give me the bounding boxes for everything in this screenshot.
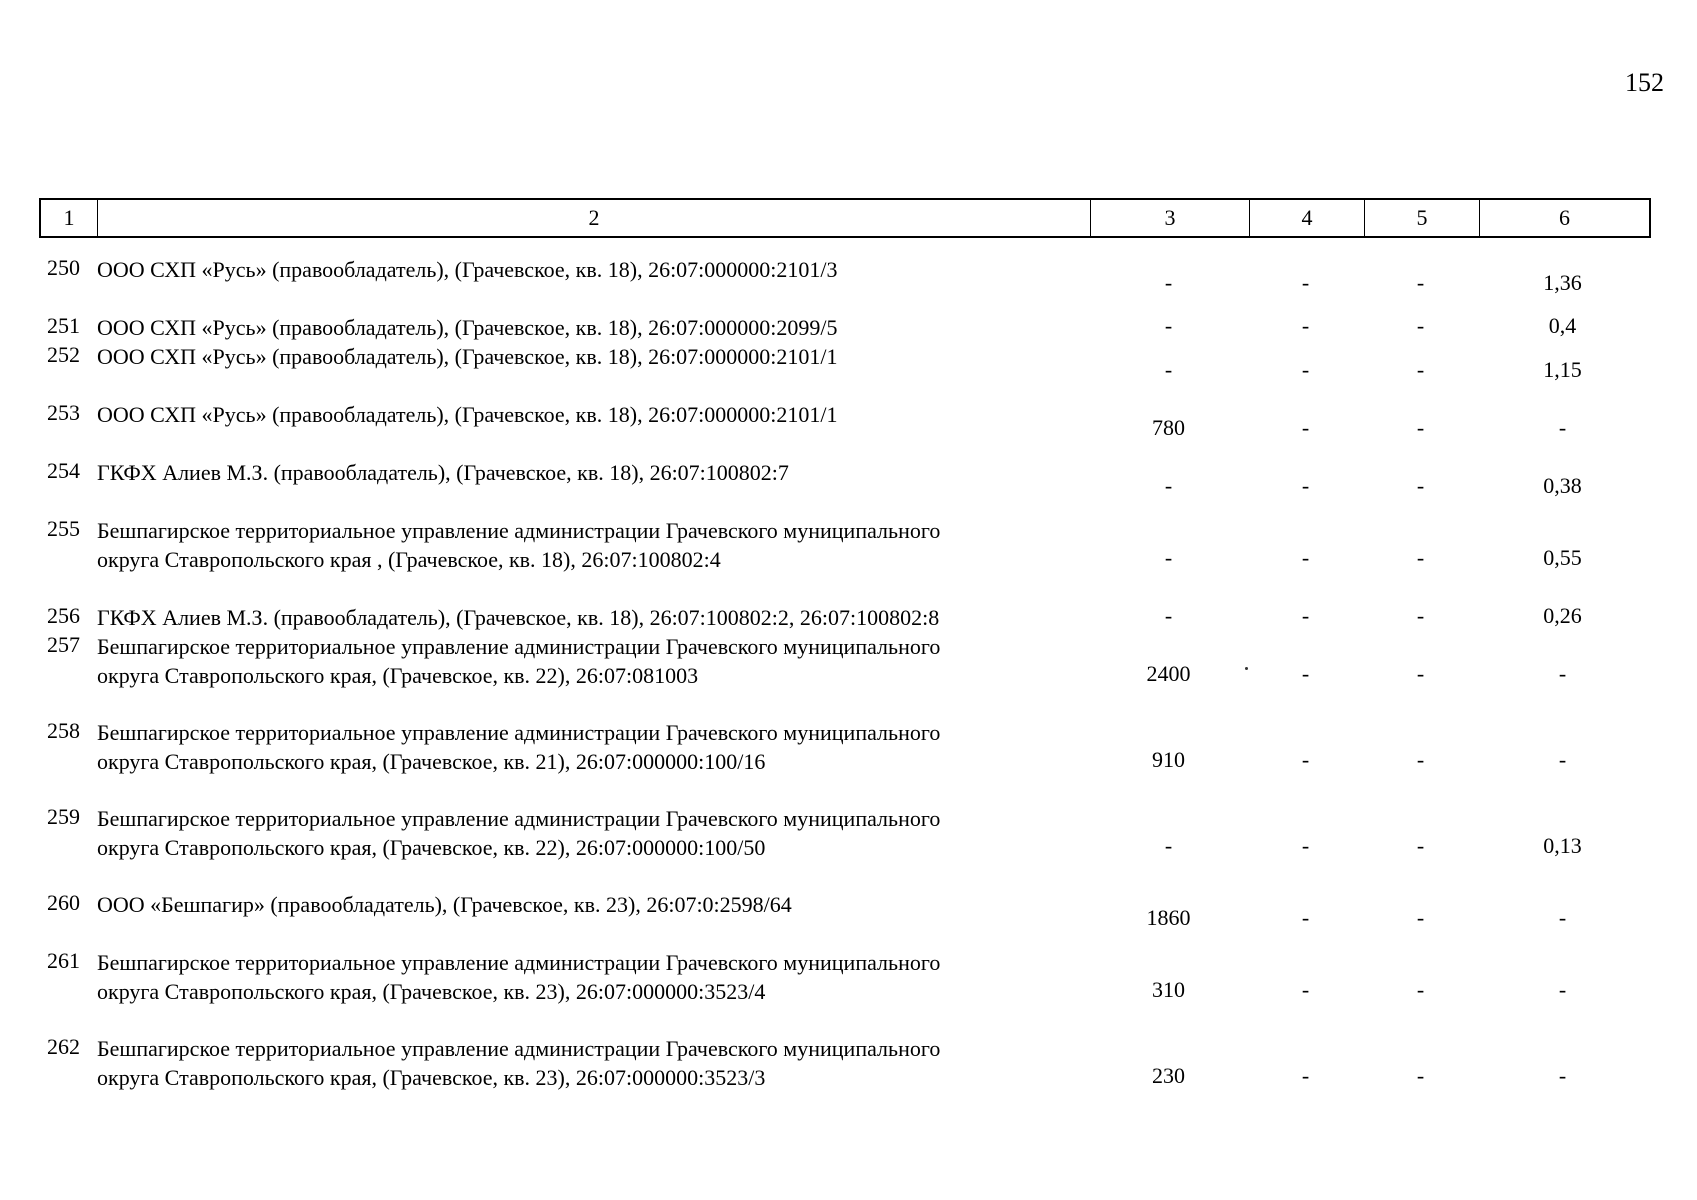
row-description: ООО «Бешпагир» (правообладатель), (Грачевское, кв. 23), 26:07:0:2598/64 [97,892,792,917]
row-col-4: - [1301,473,1310,498]
row-number: 257 [47,632,80,657]
row-col-5: - [1416,473,1425,498]
row-col-4: - [1301,603,1310,628]
row-col-5: - [1416,415,1425,440]
row-col-4: - [1301,545,1310,570]
row-description-line-2: округа Ставропольского края , (Грачевское, кв. 18), 26:07:100802:4 [97,547,721,572]
row-col-3: - [1164,473,1173,498]
row-description-line-2: округа Ставропольского края, (Грачевское, кв. 23), 26:07:000000:3523/4 [97,979,766,1004]
row-col-5: - [1416,977,1425,1002]
row-number: 255 [47,516,80,541]
row-col-5: - [1416,270,1425,295]
row-col-6: 0,4 [1548,313,1577,338]
header-col-1: 1 [41,200,98,236]
row-description: ГКФХ Алиев М.З. (правообладатель), (Грачевское, кв. 18), 26:07:100802:2, 26:07:100802:8 [97,605,940,630]
header-col-5: 5 [1365,200,1480,236]
row-description-line-2: округа Ставропольского края, (Грачевское, кв. 21), 26:07:000000:100/16 [97,749,766,774]
row-col-6: - [1558,905,1567,930]
row-description: ООО СХП «Русь» (правообладатель), (Грачевское, кв. 18), 26:07:000000:2099/5 [97,315,838,340]
row-col-4: - [1301,1063,1310,1088]
row-description [97,948,1077,1006]
row-description-line-2: округа Ставропольского края, (Грачевское, кв. 22), 26:07:081003 [97,663,699,688]
row-col-6: 0,55 [1543,545,1582,570]
row-col-4: - [1301,747,1310,772]
row-description: ГКФХ Алиев М.З. (правообладатель), (Грачевское, кв. 18), 26:07:100802:7 [97,460,789,485]
row-number: 254 [47,458,80,483]
header-col-2: 2 [98,200,1091,236]
row-col-3: 230 [1152,1063,1185,1088]
row-number: 252 [47,342,80,367]
row-col-3: - [1164,270,1173,295]
row-col-5: - [1416,661,1425,686]
row-col-5: - [1416,603,1425,628]
row-number: 256 [47,603,80,628]
row-col-5: - [1416,905,1425,930]
row-number: 259 [47,804,80,829]
row-col-3: 2400 [1146,661,1191,686]
row-col-6: 1,36 [1543,270,1582,295]
row-col-3: 310 [1152,977,1185,1002]
row-number: 262 [47,1034,80,1059]
row-col-3: - [1164,833,1173,858]
row-number: 250 [47,255,80,280]
row-col-3: 780 [1152,415,1185,440]
row-number: 260 [47,890,80,915]
row-col-3: - [1164,313,1173,338]
row-col-4: - [1301,661,1310,686]
row-col-6: 0,13 [1543,833,1582,858]
row-col-6: - [1558,1063,1567,1088]
row-col-6: 1,15 [1543,357,1582,382]
row-number: 253 [47,400,80,425]
row-description-line-2: округа Ставропольского края, (Грачевское, кв. 23), 26:07:000000:3523/3 [97,1065,766,1090]
row-number: 258 [47,718,80,743]
row-description-line-1: Бешпагирское территориальное управление администрации Грачевского муниципального [97,720,941,745]
row-description [97,718,1077,776]
row-description: ООО СХП «Русь» (правообладатель), (Грачевское, кв. 18), 26:07:000000:2101/1 [97,344,838,369]
row-description-line-1: Бешпагирское территориальное управление администрации Грачевского муниципального [97,634,941,659]
row-description [97,804,1077,862]
page-number: 152 [1625,68,1664,97]
row-col-5: - [1416,545,1425,570]
table-header [39,198,1651,238]
row-col-6: - [1558,977,1567,1002]
row-description-line-1: Бешпагирское территориальное управление администрации Грачевского муниципального [97,518,941,543]
scan-speck [1245,667,1248,670]
row-col-4: - [1301,270,1310,295]
row-description [97,516,1077,574]
row-description-line-1: Бешпагирское территориальное управление администрации Грачевского муниципального [97,806,941,831]
row-description: ООО СХП «Русь» (правообладатель), (Грачевское, кв. 18), 26:07:000000:2101/1 [97,402,838,427]
row-col-5: - [1416,313,1425,338]
row-col-3: - [1164,545,1173,570]
row-description: ООО СХП «Русь» (правообладатель), (Грачевское, кв. 18), 26:07:000000:2101/3 [97,257,838,282]
row-description-line-1: Бешпагирское территориальное управление администрации Грачевского муниципального [97,950,941,975]
row-description [97,1034,1077,1092]
row-col-4: - [1301,415,1310,440]
row-description-line-2: округа Ставропольского края, (Грачевское, кв. 22), 26:07:000000:100/50 [97,835,766,860]
row-col-5: - [1416,747,1425,772]
row-col-4: - [1301,313,1310,338]
header-col-6: 6 [1559,205,1570,230]
row-number: 251 [47,313,80,338]
row-number: 261 [47,948,80,973]
row-col-3: 1860 [1146,905,1191,930]
row-col-4: - [1301,977,1310,1002]
row-col-4: - [1301,833,1310,858]
row-col-6: - [1558,747,1567,772]
header-col-4: 4 [1250,200,1365,236]
row-col-5: - [1416,1063,1425,1088]
row-col-5: - [1416,357,1425,382]
row-col-6: 0,38 [1543,473,1582,498]
row-col-4: - [1301,905,1310,930]
row-col-6: - [1558,661,1567,686]
row-col-6: 0,26 [1543,603,1582,628]
row-col-3: 910 [1152,747,1185,772]
row-col-4: - [1301,357,1310,382]
header-col-3: 3 [1091,200,1250,236]
row-col-3: - [1164,603,1173,628]
row-col-3: - [1164,357,1173,382]
row-col-5: - [1416,833,1425,858]
row-description [97,632,1077,690]
row-col-6: - [1558,415,1567,440]
row-description-line-1: Бешпагирское территориальное управление администрации Грачевского муниципального [97,1036,941,1061]
